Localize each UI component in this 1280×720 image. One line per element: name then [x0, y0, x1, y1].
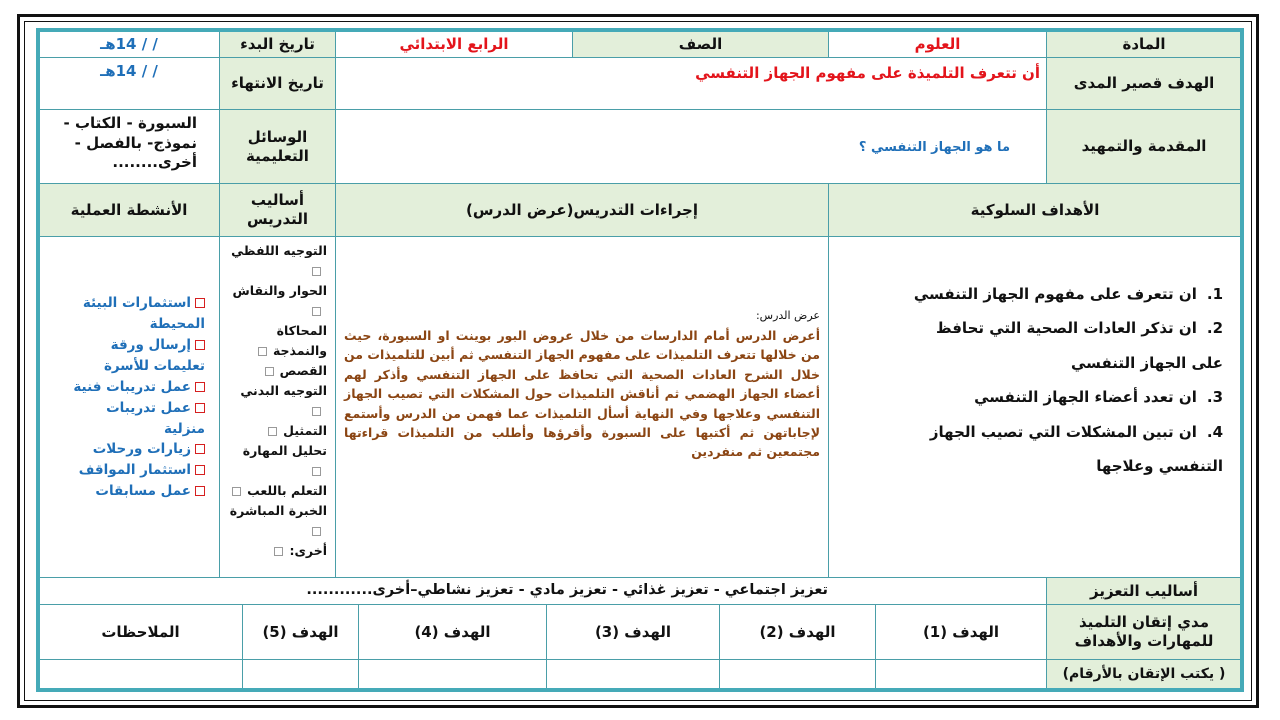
procedure-body: أعرض الدرس أمام الدارسات من خلال عروض البور بوينت او السبورة، حيث من خلالها تتعرف التلميذات على مفهوم الجهاز التنفسي ثم أبين للتلميذات من خلال الشرح العادات الصحية التي تحافظ على الجهاز التنفسي وأذكر لهم أعضاء الجهاز الهضمي ثم أناقش التلميذات حول المشكلات التي تصيب الجهاز التنفسي وعلاجها وفي النهاية أسأل التلميذات عما فهمن من الدرس وأستمع لإجاباتهن ثم أكتبها على السبورة وأقرؤها وأطلب من التلميذات قراءتها مجتمعين ثم منفردين [344, 328, 820, 460]
intro-cell [335, 109, 1047, 184]
goal-4: الهدف (4) [358, 604, 547, 660]
method-item: التوجيه اللفظي [226, 241, 327, 281]
checkbox[interactable] [268, 427, 277, 436]
procedures-cell [335, 236, 829, 578]
goal-5-value[interactable] [242, 659, 359, 690]
checkbox[interactable] [195, 403, 205, 413]
end-date-value: / / 14هـ [100, 62, 158, 80]
goal-3: الهدف (3) [546, 604, 720, 660]
goal-3-value[interactable] [546, 659, 720, 690]
reinforcement-label: أساليب التعزيز [1046, 577, 1242, 605]
activity-item: عمل مسابقات [63, 481, 205, 502]
method-item: أخرى: [226, 541, 327, 561]
activity-item: عمل تدريبات منزلية [106, 399, 205, 437]
checkbox[interactable] [265, 367, 274, 376]
activity-item: استثمارات البيئة المحيطة [82, 295, 205, 332]
short-term-goal-value: أن تتعرف التلميذة على مفهوم الجهاز التنفسي [695, 64, 1040, 82]
goal-1-value[interactable] [875, 659, 1047, 690]
notes-label: الملاحظات [38, 604, 243, 660]
objective-item: 1.ان تتعرف على مفهوم الجهاز التنفسي [913, 285, 1223, 303]
procedures-header: إجراءات التدريس(عرض الدرس) [335, 183, 829, 237]
activities-cell [38, 236, 220, 578]
checkbox[interactable] [312, 467, 321, 476]
checkbox[interactable] [195, 382, 205, 392]
intro-label: المقدمة والتمهيد [1046, 109, 1242, 184]
method-item: التوجيه البدني [226, 381, 327, 421]
objectives-header: الأهداف السلوكية [828, 183, 1242, 237]
short-term-goal-cell [335, 57, 1047, 110]
short-term-goal-label: الهدف قصير المدى [1046, 57, 1242, 110]
method-item: الخبرة المباشرة [226, 501, 327, 541]
reinforcement-cell [38, 577, 1047, 605]
activities-header: الأنشطة العملية [38, 183, 220, 237]
teaching-aids-value: السبورة - الكتاب - نموذج- بالفصل - أخرى........ [63, 114, 197, 171]
goal-4-value[interactable] [358, 659, 547, 690]
goal-5: الهدف (5) [242, 604, 359, 660]
notes-value[interactable] [38, 659, 243, 690]
objectives-cell [828, 236, 1242, 578]
method-item: الحوار والنقاش [226, 281, 327, 321]
method-item: التمثيل [226, 421, 327, 441]
checkbox[interactable] [195, 486, 205, 496]
end-date-cell [38, 57, 220, 110]
reinforcement-value: تعزيز اجتماعي - تعزيز غذائي - تعزيز مادي - تعزيز نشاطي–أخرى............ [306, 582, 828, 598]
activity-item: زيارات ورحلات [63, 439, 205, 460]
objective-item: 2.ان تذكر العادات الصحية التي تحافظ على الجهاز التنفسي [936, 319, 1223, 372]
subject-value: العلوم [828, 30, 1047, 58]
checkbox[interactable] [195, 444, 205, 454]
end-date-label: تاريخ الانتهاء [219, 57, 336, 110]
objective-item: 3.ان تعدد أعضاء الجهاز التنفسي [974, 388, 1223, 407]
goal-1: الهدف (1) [875, 604, 1047, 660]
checkbox[interactable] [195, 340, 205, 350]
checkbox[interactable] [312, 527, 321, 536]
activity-item: استثمار المواقف [63, 460, 205, 481]
grade-value: الرابع الابتدائي [335, 30, 573, 58]
checkbox[interactable] [312, 267, 321, 276]
teaching-aids-cell [38, 109, 220, 184]
start-date-label: تاريخ البدء [219, 30, 336, 58]
checkbox[interactable] [274, 547, 283, 556]
activity-item: عمل تدريبات فنية [63, 377, 205, 398]
checkbox[interactable] [195, 465, 205, 475]
goal-2-value[interactable] [719, 659, 876, 690]
checkbox[interactable] [312, 407, 321, 416]
checkbox[interactable] [258, 347, 267, 356]
checkbox[interactable] [232, 487, 241, 496]
methods-cell [219, 236, 336, 578]
subject-label: المادة [1046, 30, 1242, 58]
objective-item: 4.ان تبين المشكلات التي تصيب الجهاز التنفسي وعلاجها [929, 422, 1223, 475]
goal-2: الهدف (2) [719, 604, 876, 660]
teaching-aids-label: الوسائل التعليمية [219, 109, 336, 184]
method-item: تحليل المهارة [226, 441, 327, 481]
method-item: المحاكاة والنمذجة [226, 321, 327, 361]
methods-header: أساليب التدريس [219, 183, 336, 237]
checkbox[interactable] [312, 307, 321, 316]
activity-item: إرسال ورقة تعليمات للأسرة [103, 336, 205, 374]
mastery-label: مدي إتقان التلميذ للمهارات والأهداف [1046, 604, 1242, 660]
procedure-title: عرض الدرس: [755, 309, 820, 322]
start-date-value: / / 14هـ [38, 30, 220, 58]
grade-label: الصف [572, 30, 829, 58]
checkbox[interactable] [195, 298, 205, 308]
method-item: التعلم باللعب [226, 481, 327, 501]
intro-question: ما هو الجهاز التنفسي ؟ [858, 140, 1010, 155]
method-item: القصص [226, 361, 327, 381]
mastery-footer: ( يكتب الإتقان بالأرقام) [1046, 659, 1242, 690]
